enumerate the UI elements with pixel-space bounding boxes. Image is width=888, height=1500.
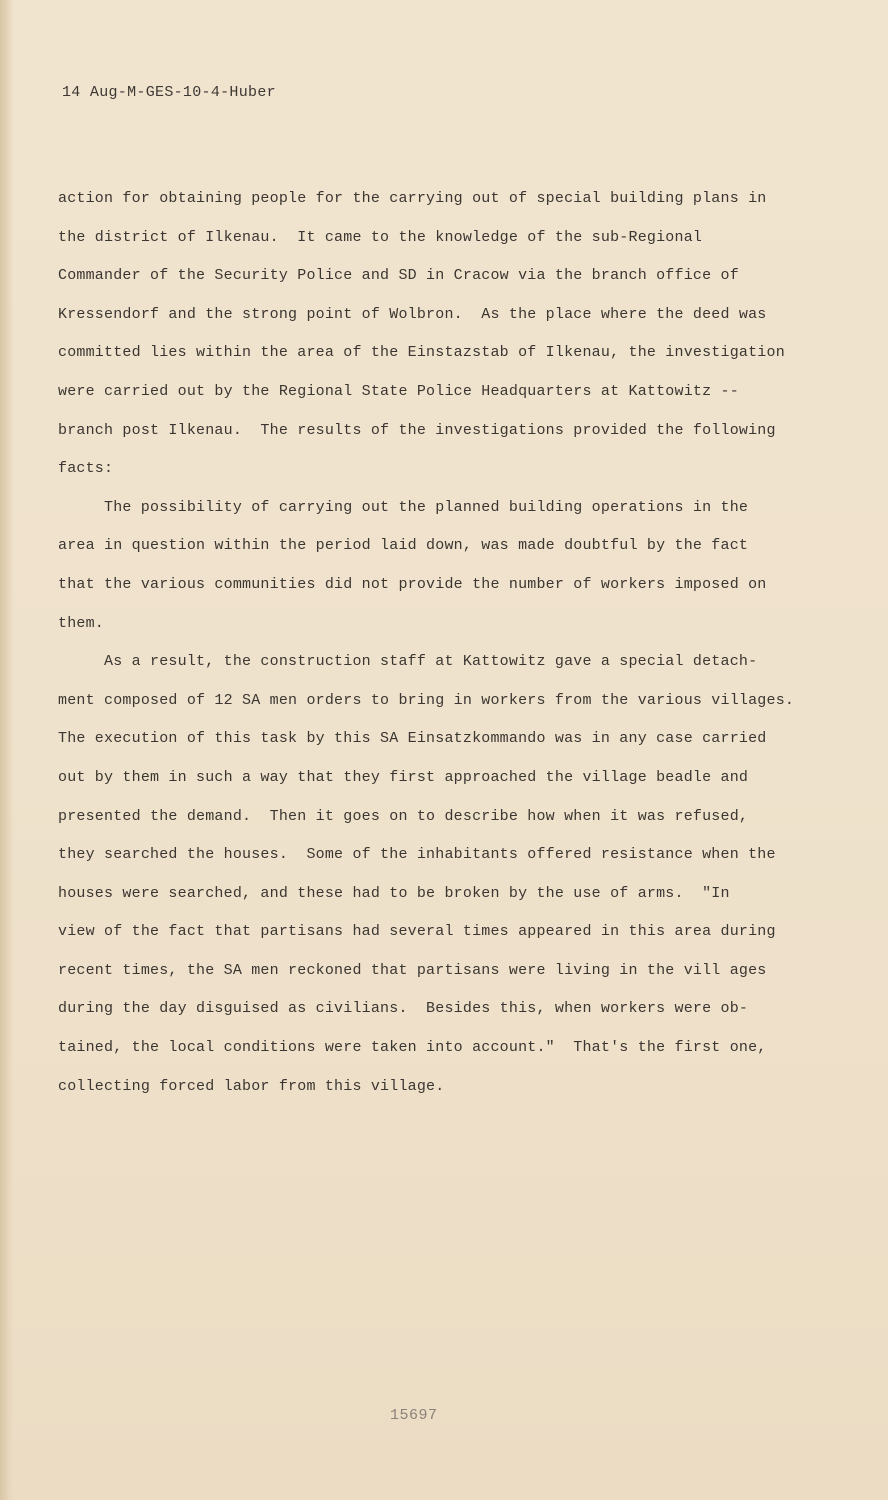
text-line: committed lies within the area of the Einstazstab of Ilkenau, the investigation — [58, 344, 785, 362]
text-line: Kressendorf and the strong point of Wolbron. As the place where the deed was — [58, 305, 767, 323]
text-line: houses were searched, and these had to be broken by the use of arms. "In — [58, 884, 730, 902]
text-line: them. — [58, 614, 105, 632]
document-body — [58, 180, 818, 1106]
text-line: area in question within the period laid down, was made doubtful by the fact — [58, 537, 749, 555]
text-line: the district of Ilkenau. It came to the knowledge of the sub-Regional — [58, 228, 703, 246]
text-line: facts: — [58, 460, 114, 478]
page-edge — [0, 0, 14, 1500]
text-line: out by them in such a way that they first approached the village beadle and — [58, 768, 749, 786]
page-number: 15697 — [390, 1407, 438, 1424]
text-line: Commander of the Security Police and SD in Cracow via the branch office of — [58, 267, 739, 285]
text-line: recent times, the SA men reckoned that partisans were living in the vill ages — [58, 961, 767, 979]
text-line: presented the demand. Then it goes on to describe how when it was refused, — [58, 807, 749, 825]
text-line: they searched the houses. Some of the inhabitants offered resistance when the — [58, 846, 776, 864]
text-line: during the day disguised as civilians. Besides this, when workers were ob- — [58, 1000, 749, 1018]
text-line: The possibility of carrying out the planned building operations in the — [104, 498, 749, 516]
text-line: collecting forced labor from this village. — [58, 1077, 445, 1095]
document-header: 14 Aug-M-GES-10-4-Huber — [62, 84, 276, 101]
text-line: that the various communities did not provide the number of workers imposed on — [58, 575, 767, 593]
text-line: action for obtaining people for the carrying out of special building plans in — [58, 190, 767, 207]
text-line: tained, the local conditions were taken into account." That's the first one, — [58, 1039, 767, 1057]
text-line: view of the fact that partisans had several times appeared in this area during — [58, 923, 776, 941]
text-line: As a result, the construction staff at Kattowitz gave a special detach- — [104, 653, 758, 671]
text-line: The execution of this task by this SA Einsatzkommando was in any case carried — [58, 730, 767, 748]
text-line: ment composed of 12 SA men orders to bring in workers from the various villages. — [58, 691, 795, 709]
text-line: branch post Ilkenau. The results of the investigations provided the following — [58, 421, 776, 439]
text-line: were carried out by the Regional State Police Headquarters at Kattowitz -- — [58, 382, 739, 400]
